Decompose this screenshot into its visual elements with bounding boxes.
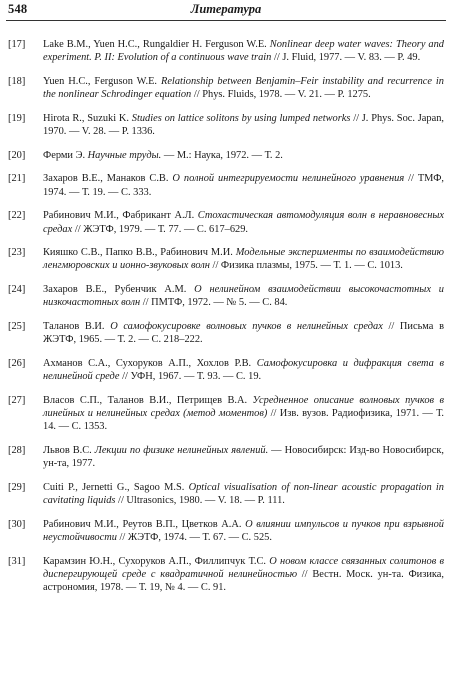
reference-title: Стохастическая автомодуляция волн в неравновесных средах <box>43 210 444 235</box>
reference-authors: Карамзин Ю.Н., Сухоруков А.П., Филлипчук Т.С. <box>43 555 270 567</box>
reference-item <box>6 357 444 383</box>
reference-item <box>6 246 444 272</box>
reference-authors: Yuen H.C., Ferguson W.E. <box>43 75 161 87</box>
reference-number: [21] <box>8 173 26 185</box>
reference-authors: Власов С.П., Таланов В.И., Петрищев В.А. <box>43 394 253 406</box>
reference-item <box>6 320 444 346</box>
reference-title: О самофокусировке волновых пучков в нелинейных средах <box>110 321 383 333</box>
reference-authors: Захаров В.Е., Манаков С.В. <box>43 173 173 185</box>
reference-source: // ТМФ, 1974. — Т. 19. — С. 333. <box>43 173 445 198</box>
reference-title: Модельные эксперименты по взаимодействию ленгмюровских и ионно-звуковых волн <box>43 247 444 272</box>
reference-item <box>6 75 444 101</box>
reference-authors: Cuiti P., Jernetti G., Sagoo M.S. <box>43 481 189 493</box>
reference-source: — Новосибирск: Изд-во Новосибирск, ун-та, 1977. <box>43 444 444 470</box>
reference-authors: Hirota R., Suzuki K. <box>43 112 132 124</box>
reference-number: [18] <box>8 75 26 87</box>
reference-title: Усредненное описание волновых пучков в линейных и нелинейных средах (метод моментов) <box>43 394 445 420</box>
reference-title: О нелинейном взаимодействии высокочастотных и низкочастотных волн <box>43 284 444 309</box>
reference-title: О полной интегрируемости нелинейного уравнения <box>172 173 405 185</box>
reference-authors: Lake B.M., Yuen H.C., Rungaldier H. Ferguson W.E. <box>43 39 270 50</box>
reference-authors: Ахманов С.А., Сухоруков А.П., Хохлов Р.В. <box>43 357 257 369</box>
reference-authors: Захаров В.Е., Рубенчик А.М. <box>43 284 195 296</box>
reference-item <box>6 38 444 64</box>
reference-source: // ЖЭТФ, 1979. — Т. 77. — С. 617–629. <box>72 223 249 235</box>
reference-item <box>6 209 444 235</box>
reference-source: // ЖЭТФ, 1974. — Т. 67. — С. 525. <box>116 531 272 543</box>
reference-source: // Изв. вузов. Радиофизика, 1971. — Т. 14. — С. 1353. <box>43 408 445 433</box>
reference-title: Nonlinear deep water waves: Theory and experiment. P. II: Evolution of a continuous wave train <box>43 39 445 64</box>
reference-item <box>6 394 444 434</box>
header-rule <box>6 20 446 21</box>
reference-title: Relationship between Benjamin–Feir instability and recurrence in the nonlinear Schrodinger equation <box>43 75 445 101</box>
running-title: Литература <box>190 2 262 16</box>
reference-source: // Phys. Fluids, 1978. — V. 21. — P. 1275. <box>191 89 371 101</box>
reference-number: [17] <box>8 39 26 50</box>
reference-number: [30] <box>8 518 26 530</box>
reference-item <box>6 481 444 507</box>
reference-title: Самофокусировка и дифракция света в нелинейной среде <box>43 357 444 383</box>
reference-title: Studies on lattice solitons by using lumped networks <box>131 112 351 124</box>
reference-list <box>6 38 444 605</box>
page-number: 548 <box>8 2 28 16</box>
reference-source: // Письма в ЖЭТФ, 1965. — Т. 2. — С. 218–222. <box>43 321 444 346</box>
reference-item <box>6 149 444 162</box>
reference-title: Optical visualisation of non-linear acoustic propagation in cavitating liquids <box>43 481 444 507</box>
reference-item <box>6 518 444 544</box>
reference-number: [19] <box>8 112 26 124</box>
reference-number: [25] <box>8 321 26 333</box>
reference-item <box>6 283 444 309</box>
reference-number: [28] <box>8 444 26 456</box>
reference-source: // J. Fluid, 1977. — V. 83. — P. 49. <box>271 52 421 64</box>
reference-source: // J. Phys. Soc. Japan, 1970. — V. 28. — P. 1336. <box>43 112 445 138</box>
reference-authors: Кияшко С.В., Папко В.В., Рабинович М.И. <box>43 247 236 259</box>
reference-source: — М.: Наука, 1972. — Т. 2. <box>161 149 283 161</box>
reference-authors: Таланов В.И. <box>43 321 111 333</box>
reference-authors: Львов В.С. <box>43 444 95 456</box>
reference-source: // УФН, 1967. — Т. 93. — С. 19. <box>119 371 262 383</box>
reference-source: // Ultrasonics, 1980. — V. 18. — P. 111. <box>115 495 285 507</box>
reference-item <box>6 444 444 470</box>
reference-number: [31] <box>8 555 26 567</box>
reference-number: [26] <box>8 357 26 369</box>
reference-title: Научные труды. <box>87 149 162 161</box>
reference-item <box>6 555 444 595</box>
reference-number: [23] <box>8 247 26 259</box>
reference-number: [24] <box>8 284 26 296</box>
page-header <box>6 2 446 24</box>
reference-authors: Ферми Э. <box>43 149 88 161</box>
reference-title: О новом классе связанных солитонов в диспергирующей среде с квадратичной нелинейностью <box>43 555 444 580</box>
reference-number: [22] <box>8 210 26 222</box>
reference-number: [20] <box>8 149 26 161</box>
reference-item <box>6 172 444 198</box>
reference-authors: Рабинович М.И., Реутов В.П., Цветков А.А. <box>43 518 246 530</box>
reference-authors: Рабинович М.И., Фабрикант А.Л. <box>43 210 198 222</box>
reference-item <box>6 112 444 138</box>
reference-source: // Физика плазмы, 1975. — Т. 1. — С. 1013. <box>209 260 403 272</box>
reference-title: Лекции по физике нелинейных явлений. <box>94 444 269 456</box>
reference-source: // Вестн. Моск. ун-та. Физика, астрономия, 1978. — Т. 19, № 4. — С. 91. <box>43 568 444 594</box>
reference-number: [27] <box>8 394 26 406</box>
reference-number: [29] <box>8 481 26 493</box>
reference-title: О влиянии импульсов и пучков при взрывной неустойчивости <box>43 518 444 543</box>
reference-source: // ПМТФ, 1972. — № 5. — С. 84. <box>140 297 288 309</box>
